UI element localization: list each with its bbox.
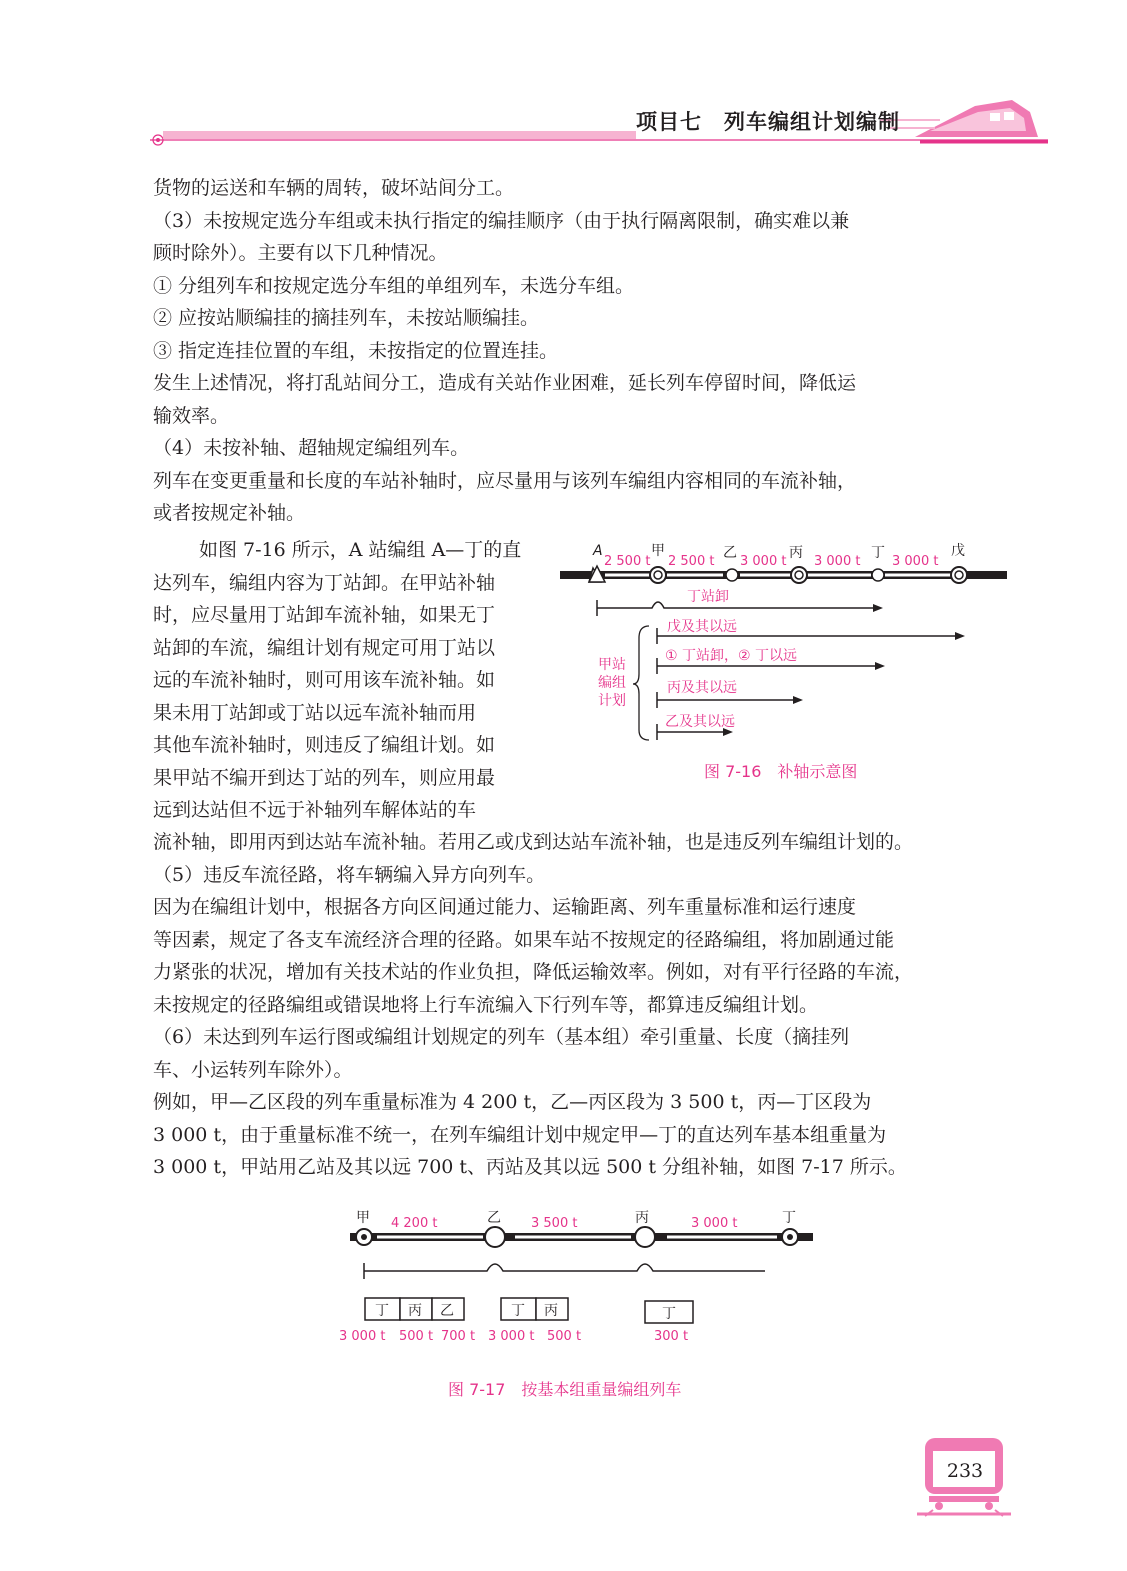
page-header xyxy=(0,0,1127,160)
paragraph: 输效率。 xyxy=(153,404,230,427)
list-item: ② 应按站顺编挂的摘挂列车，未按站顺编挂。 xyxy=(153,307,540,329)
figure-7-17 xyxy=(335,1200,830,1350)
station-jia-marker xyxy=(650,567,666,583)
paragraph: （3）未按规定选分车组或未执行指定的编挂顺序（由于执行隔离限制，确实难以兼 xyxy=(153,209,850,232)
station-yi-marker xyxy=(485,1227,505,1247)
plan-item-label: 乙及其以远 xyxy=(665,714,735,730)
plan-item-label: 丙及其以远 xyxy=(667,680,737,696)
station-jia-inner xyxy=(361,1234,367,1240)
figure-7-16 xyxy=(555,538,1015,758)
station-label: 丁 xyxy=(871,545,885,561)
paragraph: 发生上述情况，将打乱站间分工，造成有关站作业困难，延长列车停留时间，降低运 xyxy=(153,372,857,394)
text-line: 远的车流补轴时，则可用该车流补轴。如 xyxy=(153,669,496,691)
body-text-bottom xyxy=(153,826,913,1184)
car-weight: 700 t xyxy=(441,1329,476,1344)
car-label: 丁 xyxy=(662,1306,676,1322)
paragraph: 列车在变更重量和长度的车站补轴时，应尽量用与该列车编组内容相同的车流补轴， xyxy=(153,469,857,492)
header-decoration xyxy=(0,0,1127,160)
station-label: 丙 xyxy=(635,1210,649,1226)
station-yi-marker xyxy=(726,569,738,581)
section-weight: 2 500 t xyxy=(604,554,651,569)
plan-label: 计划 xyxy=(598,693,626,709)
text-line: 果未用丁站卸或丁站以远车流补轴而用 xyxy=(153,701,477,724)
paragraph: （5）违反车流径路，将车辆编入异方向列车。 xyxy=(153,863,546,886)
text-line: 远到达站但不远于补轴列车解体站的车 xyxy=(153,799,477,821)
plan-item-label: ① 丁站卸，② 丁以远 xyxy=(665,648,798,664)
section-weight: 3 000 t xyxy=(740,554,787,569)
figure-caption: 图 7-17 按基本组重量编组列车 xyxy=(448,1380,682,1399)
station-label: 丁 xyxy=(782,1210,796,1226)
body-text-wrapped xyxy=(153,534,543,827)
paragraph: （4）未按补轴、超轴规定编组列车。 xyxy=(153,437,470,459)
station-label: 乙 xyxy=(487,1210,501,1226)
plan-label: 编组 xyxy=(598,675,626,691)
paragraph: 或者按规定补轴。 xyxy=(153,502,306,524)
station-label: A xyxy=(593,543,603,559)
station-label: 丙 xyxy=(789,545,803,561)
car-label: 丙 xyxy=(544,1303,558,1319)
car-weight: 300 t xyxy=(654,1329,689,1344)
station-wu-marker xyxy=(951,567,967,583)
section-weight: 3 000 t xyxy=(814,554,861,569)
car-label: 丁 xyxy=(375,1303,389,1319)
car-weight: 500 t xyxy=(399,1329,434,1344)
paragraph: 3 000 t，由于重量标准不统一，在列车编组计划中规定甲—丁的直达列车基本组重量为 xyxy=(153,1123,887,1146)
paragraph: 顾时除外）。主要有以下几种情况。 xyxy=(153,242,448,264)
plan-item-label: 戊及其以远 xyxy=(667,619,737,635)
paragraph: 车、小运转列车除外）。 xyxy=(153,1058,353,1081)
station-label: 戊 xyxy=(951,543,965,559)
station-label: 乙 xyxy=(723,545,737,561)
text-line: 站卸的车流，编组计划有规定可用丁站以 xyxy=(153,636,496,659)
car-label: 乙 xyxy=(440,1303,454,1319)
train-flow-line xyxy=(364,1263,765,1279)
text-line: 其他车流补轴时，则违反了编组计划。如 xyxy=(153,734,496,756)
text-line: 如图 7-16 所示，A 站编组 A—丁的直 xyxy=(199,539,522,561)
section-weight: 3 000 t xyxy=(691,1216,738,1231)
paragraph: 等因素，规定了各支车流经济合理的径路。如果车站不按规定的径路编组，将加剧通过能 xyxy=(153,928,895,951)
figure-caption: 图 7-16 补轴示意图 xyxy=(704,762,858,781)
plan-label: 甲站 xyxy=(598,657,626,673)
main-flow-arrow xyxy=(597,600,883,616)
text-line: 果甲站不编开到达丁站的列车，则应用最 xyxy=(153,766,496,789)
station-ding-inner xyxy=(787,1234,793,1240)
train-icon xyxy=(880,100,1048,142)
paragraph: 力紧张的状况，增加有关技术站的作业负担，降低运输效率。例如，对有平行径路的车流， xyxy=(153,961,914,983)
car-weight: 3 000 t xyxy=(488,1329,535,1344)
station-ding-marker xyxy=(872,569,884,581)
car-weight: 500 t xyxy=(547,1329,582,1344)
station-label: 甲 xyxy=(356,1210,370,1226)
station-label: 甲 xyxy=(651,543,665,559)
brace xyxy=(633,626,649,740)
paragraph: 因为在编组计划中，根据各方向区间通过能力、运输距离、列车重量标准和运行速度 xyxy=(153,896,857,918)
section-weight: 2 500 t xyxy=(668,554,715,569)
car-weight: 3 000 t xyxy=(339,1329,386,1344)
section-weight: 3 500 t xyxy=(531,1216,578,1231)
paragraph: 例如，甲—乙区段的列车重量标准为 4 200 t，乙—丙区段为 3 500 t，丙—丁区段为 xyxy=(153,1091,872,1113)
paragraph: 货物的运送和车辆的周转，破坏站间分工。 xyxy=(153,177,515,199)
section-weight: 3 000 t xyxy=(892,554,939,569)
station-bing-marker xyxy=(635,1227,655,1247)
text-line: 达列车，编组内容为丁站卸。在甲站补轴 xyxy=(153,571,496,594)
main-flow-label: 丁站卸 xyxy=(687,589,729,605)
paragraph: （6）未达到列车运行图或编组计划规定的列车（基本组）牵引重量、长度（摘挂列 xyxy=(153,1026,850,1048)
car-label: 丙 xyxy=(408,1303,422,1319)
station-bing-marker xyxy=(791,567,807,583)
paragraph: 3 000 t，甲站用乙站及其以远 700 t、丙站及其以远 500 t 分组补轴，如图 7-17 所示。 xyxy=(153,1156,907,1178)
text-line: 时，应尽量用丁站卸车流补轴，如果无丁 xyxy=(153,604,496,626)
list-item: ③ 指定连挂位置的车组，未按指定的位置连挂。 xyxy=(153,339,559,362)
chapter-title: 项目七 列车编组计划编制 xyxy=(636,110,900,134)
page-number: 233 xyxy=(946,1460,984,1482)
car-label: 丁 xyxy=(511,1303,525,1319)
list-item: ① 分组列车和按规定选分车组的单组列车，未选分车组。 xyxy=(153,274,635,297)
paragraph: 未按规定的径路编组或错误地将上行车流编入下行列车等，都算违反编组计划。 xyxy=(153,993,819,1016)
section-weight: 4 200 t xyxy=(391,1216,438,1231)
paragraph: 流补轴，即用丙到达站车流补轴。若用乙或戊到达站车流补轴，也是违反列车编组计划的。 xyxy=(153,831,914,853)
body-text-top xyxy=(153,172,856,530)
